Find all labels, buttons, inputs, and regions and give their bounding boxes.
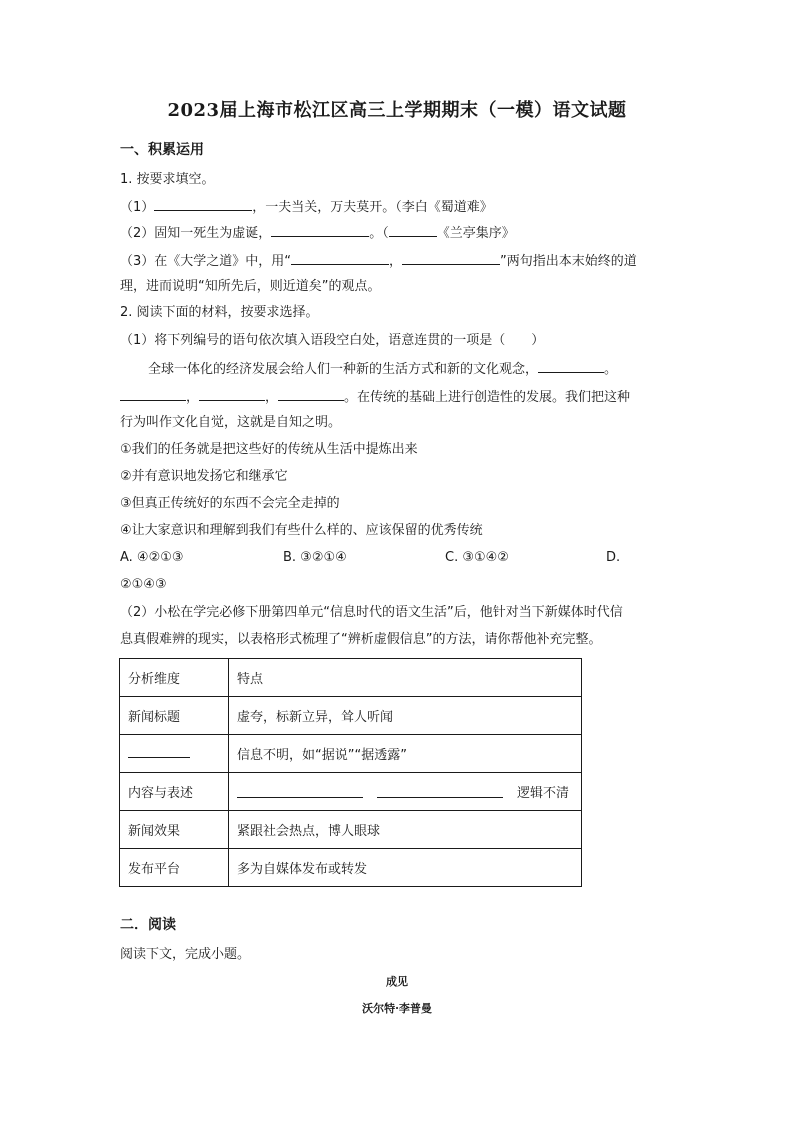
sentence-option-1: ①我们的任务就是把这些好的传统从生活中提炼出来 [120, 442, 418, 457]
question-1-item-2 [120, 222, 515, 244]
item-text: ”两句指出本末始终的道 [500, 254, 637, 269]
table-cell-dimension: 发布平台 [120, 849, 229, 887]
section-heading-reading: 二．阅读 [120, 917, 176, 933]
article-title: 成见 [386, 975, 408, 988]
feature-blanks [237, 782, 573, 801]
sentence-option-2: ②并有意识地发扬它和继承它 [120, 469, 288, 484]
table-cell-feature [229, 773, 582, 811]
passage-text: 全球一体化的经济发展会给人们一种新的生活方式和新的文化观念， [148, 362, 539, 377]
answer-blank [538, 358, 604, 373]
table-row [120, 697, 582, 735]
answer-blank [128, 745, 190, 758]
passage-text: ， [186, 390, 200, 405]
table-cell-feature: 紧跟社会热点，博人眼球 [229, 811, 582, 849]
document-title: 2023届上海市松江区高三上学期期末（一模）语文试题 [167, 100, 627, 121]
answer-blank [154, 196, 252, 211]
sentence-option-3: ③但真正传统好的东西不会完全走掉的 [120, 496, 340, 511]
question-2-stem: 2. 阅读下面的材料，按要求选择。 [120, 305, 319, 320]
passage-line-3: 行为叫作文化自觉，这就是自知之明。 [120, 415, 342, 430]
passage-text: 。 [604, 362, 618, 377]
question-1-item-3-line-2: 理，进而说明“知所先后，则近道矣”的观点。 [120, 279, 381, 294]
item-text: ，一夫当关，万夫莫开。（李白《蜀道难》 [252, 200, 493, 215]
passage-text: ， [265, 390, 279, 405]
passage-line-1 [148, 358, 617, 380]
section-heading-accumulation: 一、积累运用 [120, 142, 204, 158]
passage-text: 。在传统的基础上进行创造性的发展。我们把这种 [344, 390, 631, 405]
table-row [120, 811, 582, 849]
item-text: （3）在《大学之道》中，用“ [120, 254, 292, 269]
table-cell-dimension-blank [120, 735, 229, 773]
table-cell-feature: 信息不明，如“据说”“据透露” [229, 735, 582, 773]
answer-blank [120, 386, 186, 401]
answer-blank [278, 386, 344, 401]
answer-blank [237, 785, 363, 798]
choice-d-value: ②①④③ [120, 577, 167, 592]
item-text: （2）固知一死生为虚诞， [120, 226, 272, 241]
question-2-sub-2-line-2: 息真假难辨的现实，以表格形式梳理了“辨析虚假信息”的方法，请你帮他补充完整。 [120, 632, 602, 647]
answer-blank [389, 222, 437, 237]
sentence-option-4: ④让大家意识和理解到我们有些什么样的、应该保留的优秀传统 [120, 523, 483, 538]
table-cell-feature: 虚夸，标新立异，耸人听闻 [229, 697, 582, 735]
question-1-item-1 [120, 196, 493, 218]
question-1-stem: 1. 按要求填空。 [120, 172, 215, 187]
table-cell-dimension: 新闻标题 [120, 697, 229, 735]
answer-blank [199, 386, 265, 401]
item-text-mid: 。（ [369, 226, 389, 241]
answer-blank [377, 785, 503, 798]
question-1-item-3-line-1 [120, 250, 637, 272]
table-cell-dimension: 分析维度 [120, 659, 229, 697]
table-row [120, 773, 582, 811]
table-row [120, 659, 582, 697]
answer-blank [291, 250, 389, 265]
answer-blank [402, 250, 500, 265]
choice-c: C. ③①④② [445, 550, 509, 565]
table-cell-dimension: 内容与表述 [120, 773, 229, 811]
question-2-sub-2-line-1: （2）小松在学完必修下册第四单元“信息时代的语文生活”后，他针对当下新媒体时代信 [120, 605, 623, 620]
table-cell-dimension: 新闻效果 [120, 811, 229, 849]
item-number: （1） [120, 200, 155, 215]
table-row [120, 849, 582, 887]
table-cell-feature: 特点 [229, 659, 582, 697]
answer-blank [271, 222, 369, 237]
choice-d: D. [606, 550, 621, 565]
fake-info-table [119, 658, 582, 887]
table-cell-feature: 多为自媒体发布或转发 [229, 849, 582, 887]
feature-text: 逻辑不清 [517, 786, 570, 801]
choice-b: B. ③②①④ [283, 550, 347, 565]
item-text-end: 《兰亭集序》 [436, 226, 515, 241]
question-2-sub-1: （1）将下列编号的语句依次填入语段空白处，语意连贯的一项是（ ） [120, 333, 545, 348]
item-text: ， [389, 254, 403, 269]
passage-line-2 [120, 386, 630, 408]
choice-a: A. ④②①③ [120, 550, 184, 565]
article-author: 沃尔特·李普曼 [362, 1002, 432, 1015]
table-row [120, 735, 582, 773]
reading-intro: 阅读下文，完成小题。 [120, 947, 251, 962]
